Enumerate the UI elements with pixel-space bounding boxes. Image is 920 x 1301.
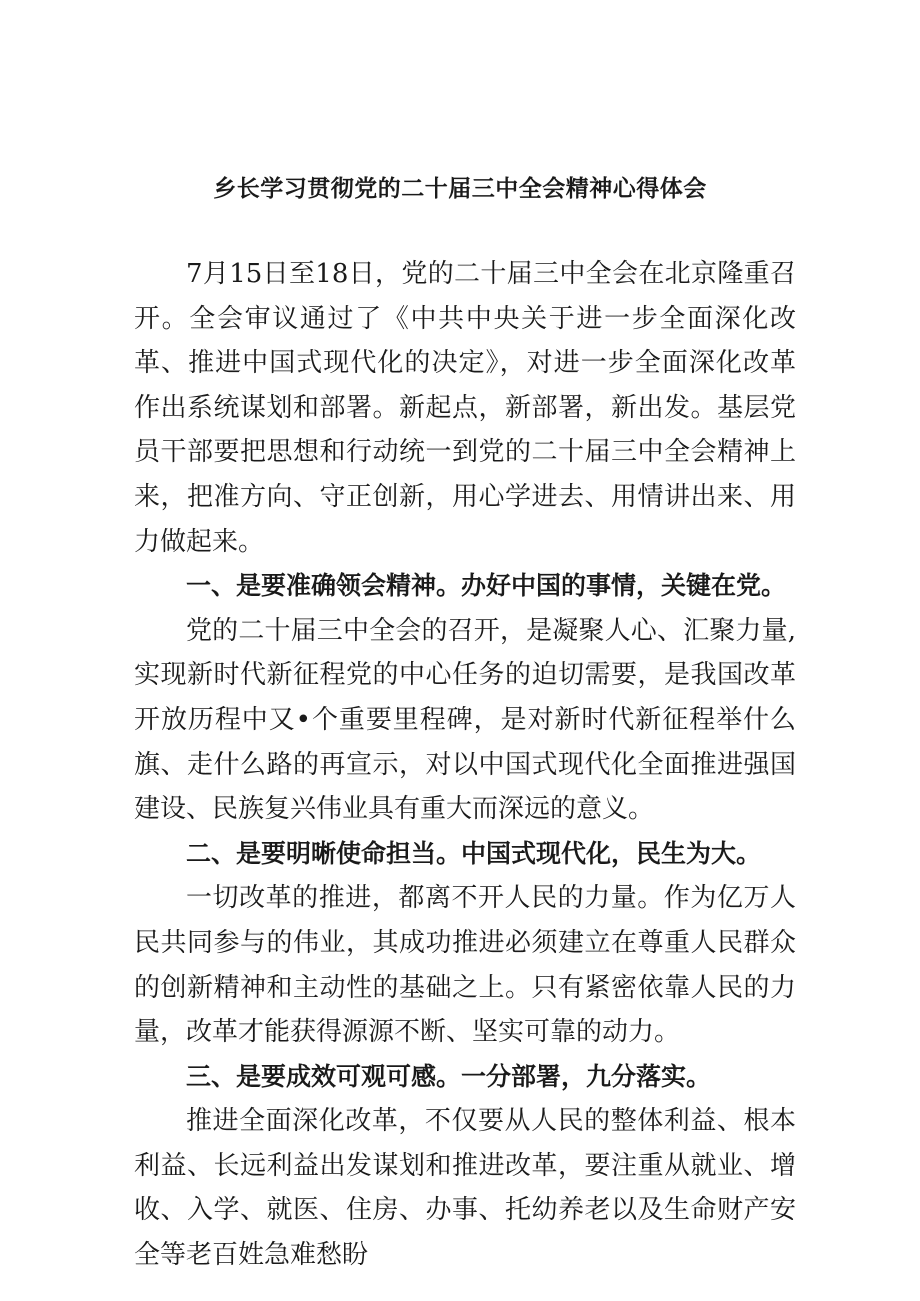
section-heading-2: 二、是要明晰使命担当。中国式现代化，民生为大。 [186,838,762,868]
section-heading-1: 一、是要准确领会精神。办好中国的事情，关键在党。 [186,571,787,601]
document-body [134,252,796,1278]
section-heading-3: 三、是要成效可观可感。一分部署，九分落实。 [186,1061,712,1091]
paragraph-section-3: 推进全面深化改革，不仅要从人民的整体利益、根本利益、长远利益出发谋划和推进改革，要注重从就业、增收、入学、就医、住房、办事、托幼养老以及生命财产安全等老百姓急难愁盼 [134,1106,796,1271]
paragraph-intro: 7月15日至18日，党的二十届三中全会在北京隆重召开。全会审议通过了《中共中央关于进一步全面深化改革、推进中国式现代化的决定》，对进一步全面深化改革作出系统谋划和部署。新起点，新部署，新出发。基层党员干部要把思想和行动统一到党的二十届三中全会精神上来，把准方向、守正创新，用心学进去、用情讲出来、用力做起来。 [134,259,796,557]
paragraph-section-1: 党的二十届三中全会的召开，是凝聚人心、汇聚力量,实现新时代新征程党的中心任务的迫切需要，是我国改革开放历程中又•个重要里程碑，是对新时代新征程举什么旗、走什么路的再宣示，对以中国式现代化全面推进强国建设、民族复兴伟业具有重大而深远的意义。 [134,615,796,825]
paragraph-section-2: 一切改革的推进，都离不开人民的力量。作为亿万人民共同参与的伟业，其成功推进必须建立在尊重人民群众的创新精神和主动性的基础之上。只有紧密依靠人民的力量，改革才能获得源源不断、坚实可靠的动力。 [134,883,796,1048]
document-title: 乡长学习贯彻党的二十届三中全会精神心得体会 [213,176,707,202]
